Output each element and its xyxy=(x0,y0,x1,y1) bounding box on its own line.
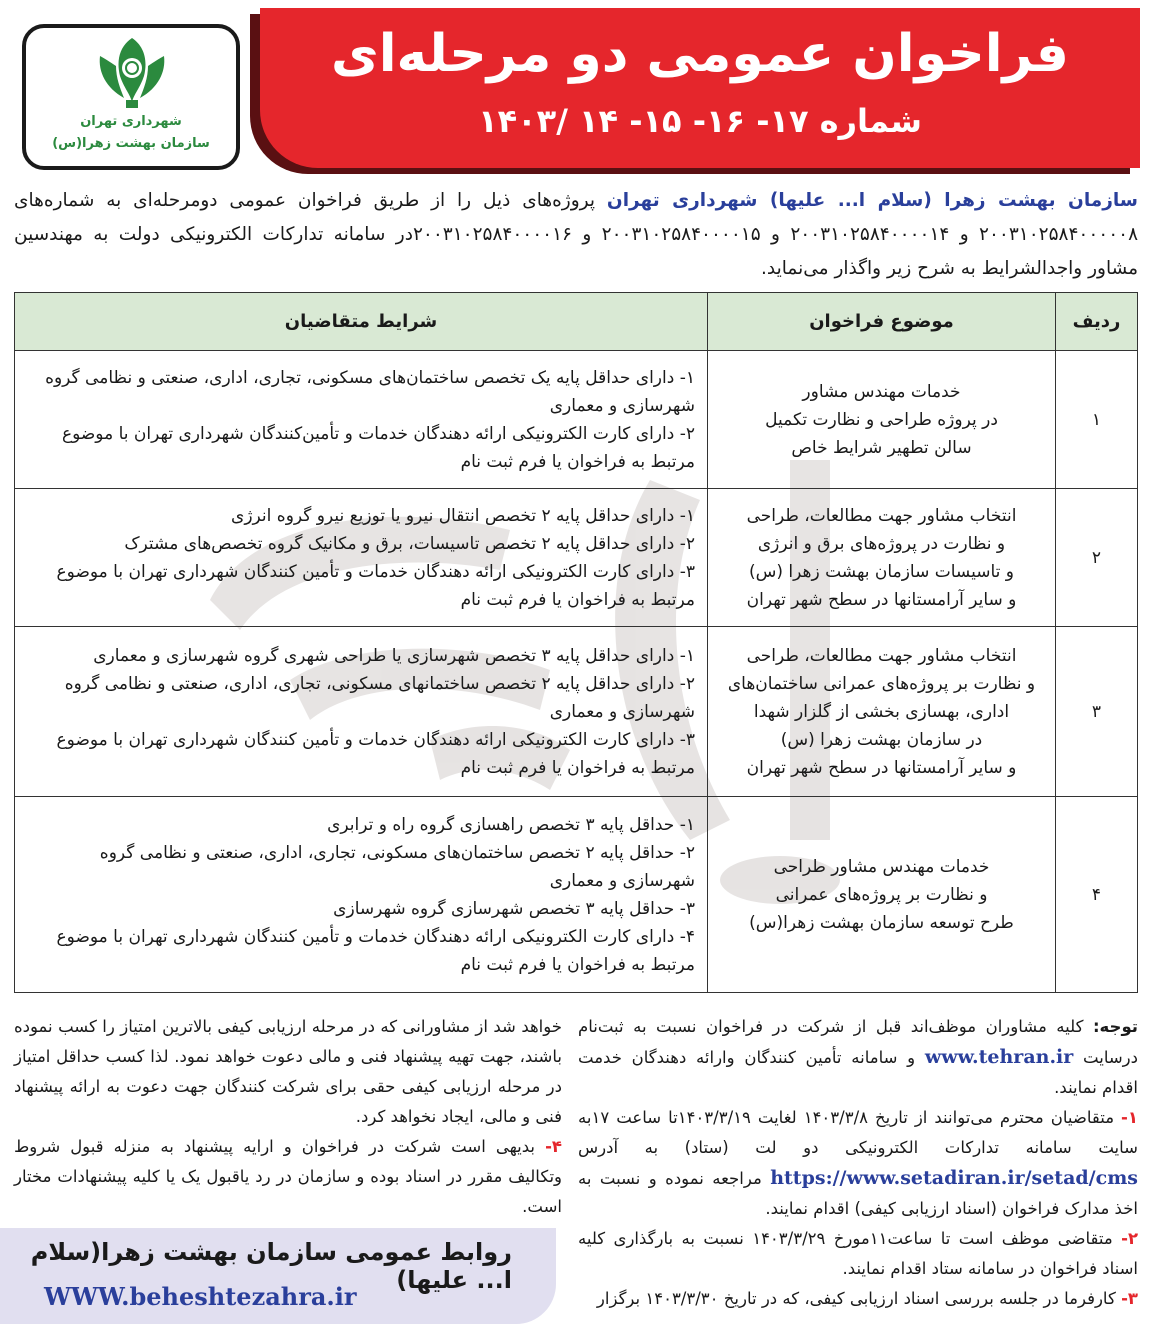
note-text: متقاضی موظف است تا ساعت۱۱مورخ ۱۴۰۳/۳/۲۹ نسبت به بارگذاری کلیه اسناد فراخوان در سامانه ستاد اقدام نمایند. xyxy=(578,1229,1138,1278)
header-conditions: شرایط متقاضیان xyxy=(15,293,708,351)
setad-site-link[interactable]: https://www.setadiran.ir/setad/cms xyxy=(770,1167,1138,1189)
intro-paragraph xyxy=(14,184,1138,286)
logo-text-organization: سازمان بهشت زهرا(س) xyxy=(52,136,210,151)
condition-item: ۲- دارای حداقل پایه ۲ تخصص تاسیسات، برق و مکانیک گروه تخصص‌های مشترک xyxy=(124,533,695,554)
header xyxy=(12,8,1140,174)
title-banner xyxy=(260,8,1140,168)
header-subject: موضوع فراخوان xyxy=(708,293,1056,351)
table-row xyxy=(15,627,1138,797)
condition-item: ۱- دارای حداقل پایه یک تخصص ساختمان‌های مسکونی، تجاری، اداری، صنعتی و نظامی گروه شهرسازی و معماری xyxy=(45,367,695,416)
subject-line: سالن تطهیر شرایط خاص xyxy=(791,437,972,458)
table-row xyxy=(15,489,1138,627)
logo xyxy=(22,24,240,170)
subject-line: و نظارت بر پروژه‌های عمرانی xyxy=(775,884,988,905)
row-number: ۱ xyxy=(1056,351,1138,489)
row-subject xyxy=(708,627,1056,797)
note-item-4 xyxy=(14,1132,562,1222)
row-number: ۲ xyxy=(1056,489,1138,627)
note-intro-text-2: و سامانه تأمین کنندگان وارائه دهندگان خدمت اقدام نمایند. xyxy=(578,1048,1138,1097)
table-row xyxy=(15,351,1138,489)
subject-line: و سایر آرامستانها در سطح شهر تهران xyxy=(746,589,1017,610)
condition-item: ۲- حداقل پایه ۲ تخصص ساختمان‌های مسکونی، تجاری، اداری، صنعتی و نظامی گروه شهرسازی و معماری xyxy=(99,842,695,891)
condition-item: ۳- دارای کارت الکترونیکی ارائه دهندگان خدمات و تأمین کنندگان شهرداری تهران با موضوع مرتبط به فراخوان یا فرم ثبت نام xyxy=(56,561,695,610)
row-number: ۳ xyxy=(1056,627,1138,797)
note-number: ۴- xyxy=(545,1137,562,1156)
subject-line: و نظارت بر پروژه‌های عمرانی ساختمان‌های xyxy=(727,673,1036,694)
subject-line: انتخاب مشاور جهت مطالعات، طراحی xyxy=(746,645,1017,666)
note-text: متقاضیان محترم می‌توانند از تاریخ ۱۴۰۳/۳/۸ لغایت ۱۴۰۳/۳/۱۹تا ساعت ۱۷به سایت سامانه تدارکات الکترونیکی دو لت (ستاد) به آدرس xyxy=(578,1108,1138,1157)
call-number: شماره ۱۷- ۱۶- ۱۵- ۱۴ /۱۴۰۳ xyxy=(478,102,922,140)
note-text: کارفرما در جلسه بررسی اسناد ارزیابی کیفی، که در تاریخ ۱۴۰۳/۳/۳۰ برگزار xyxy=(596,1289,1122,1308)
subject-line: خدمات مهندس مشاور xyxy=(802,381,961,402)
condition-item: ۲- دارای کارت الکترونیکی ارائه دهندگان خدمات و تأمین‌کنندگان شهرداری تهران با موضوع مرتبط به فراخوان یا فرم ثبت نام xyxy=(61,423,695,472)
intro-text: پروژه‌های ذیل را از طریق فراخوان عمومی دومرحله‌ای به شماره‌های ۲۰۰۳۱۰۲۵۸۴۰۰۰۰۰۸ و ۲۰۰۳۱۰۲۵۸۴۰۰۰۰۱۴ و ۲۰۰۳۱۰۲۵۸۴۰۰۰۰۱۵ و ۲۰۰۳۱۰۲۵۸۴۰۰۰۰۱۶در سامانه تدارکات الکترونیکی دولت به مهندسین مشاور واجدالشرایط به شرح زیر واگذار می‌نماید. xyxy=(14,190,1138,279)
note-continuation: خواهد شد از مشاورانی که در مرحله ارزیابی کیفی بالاترین امتیاز را کسب نموده باشند، جهت تهیه پیشنهاد فنی و مالی دعوت خواهد نمود. لذا کسب حداقل امتیاز در مرحله ارزیابی کیفی حقی برای شرکت کنندگان جهت دعوت به ارائه پیشنهاد فنی و مالی، ایجاد نخواهد کرد. xyxy=(14,1017,562,1126)
page-title: فراخوان عمومی دو مرحله‌ای xyxy=(331,24,1069,84)
header-row-number: ردیف xyxy=(1056,293,1138,351)
row-conditions xyxy=(15,351,708,489)
beheshtezahra-site-link[interactable]: WWW.beheshtezahra.ir xyxy=(44,1282,357,1311)
note-intro xyxy=(578,1012,1138,1103)
row-conditions xyxy=(15,797,708,993)
subject-line: در پروژه طراحی و نظارت تکمیل xyxy=(765,409,998,430)
note-text: مراجعه نموده و نسبت به اخذ مدارک فراخوان (اسناد ارزیابی کیفی) اقدام نمایند. xyxy=(578,1169,1138,1218)
row-subject xyxy=(708,489,1056,627)
table-row xyxy=(15,797,1138,993)
row-conditions xyxy=(15,489,708,627)
note-number: ۱- xyxy=(1121,1108,1138,1127)
row-subject xyxy=(708,797,1056,993)
note-number: ۲- xyxy=(1121,1229,1139,1248)
condition-item: ۴- دارای کارت الکترونیکی ارائه دهندگان خدمات و تأمین کنندگان شهرداری تهران با موضوع مرتبط به فراخوان یا فرم ثبت نام xyxy=(56,926,695,975)
logo-text-municipality: شهرداری تهران xyxy=(80,114,182,129)
subject-line: طرح توسعه سازمان بهشت زهرا(س) xyxy=(749,912,1014,933)
row-subject xyxy=(708,351,1056,489)
condition-item: ۲- دارای حداقل پایه ۲ تخصص ساختمانهای مسکونی، تجاری، اداری، صنعتی و نظامی گروه شهرسازی و معماری xyxy=(64,673,695,722)
note-intro-text: کلیه مشاوران موظف‌اند قبل از شرکت در فراخوان نسبت به ثبت‌نام درسایت xyxy=(578,1017,1138,1067)
note-number: ۳- xyxy=(1121,1289,1138,1308)
subject-line: انتخاب مشاور جهت مطالعات، طراحی xyxy=(746,505,1017,526)
note-item-1 xyxy=(578,1103,1138,1224)
condition-item: ۳- حداقل پایه ۳ تخصص شهرسازی گروه شهرسازی xyxy=(333,898,695,919)
subject-line: خدمات مهندس مشاور طراحی xyxy=(773,856,990,877)
note-text: بدیهی است شرکت در فراخوان و ارایه پیشنهاد به منزله قبول شروط وتکالیف مقرر در اسناد بوده و سازمان در رد یاقبول یک یا کلیه پیشنهادات مختار است. xyxy=(14,1137,562,1216)
notes-column-left xyxy=(14,1012,562,1222)
note-label: توجه: xyxy=(1092,1017,1138,1036)
subject-line: و تاسیسات سازمان بهشت زهرا (س) xyxy=(749,561,1014,582)
subject-line: در سازمان بهشت زهرا (س) xyxy=(780,729,983,750)
row-number: ۴ xyxy=(1056,797,1138,993)
public-relations-title: روابط عمومی سازمان بهشت زهرا(سلام ا... علیها) xyxy=(30,1238,512,1294)
tulip-logo-icon xyxy=(90,32,174,112)
public-relations-box xyxy=(0,1228,556,1324)
note-item-3 xyxy=(578,1284,1138,1314)
tehran-site-link[interactable]: www.tehran.ir xyxy=(924,1046,1074,1068)
organization-name: سازمان بهشت زهرا (سلام ا... علیها) شهرداری تهران xyxy=(606,190,1139,211)
condition-item: ۱- دارای حداقل پایه ۲ تخصص انتقال نیرو یا توزیع نیرو گروه انرژی xyxy=(231,505,695,526)
subject-line: و سایر آرامستانها در سطح شهر تهران xyxy=(746,757,1017,778)
condition-item: ۳- دارای کارت الکترونیکی ارائه دهندگان خدمات و تأمین کنندگان شهرداری تهران با موضوع مرتبط به فراخوان یا فرم ثبت نام xyxy=(56,729,695,778)
condition-item: ۱- حداقل پایه ۳ تخصص راهسازی گروه راه و ترابری xyxy=(327,814,695,835)
table-header-row xyxy=(15,293,1138,351)
notes-column-right xyxy=(578,1012,1138,1314)
row-conditions xyxy=(15,627,708,797)
projects-table xyxy=(14,292,1138,993)
subject-line: اداری، بهسازی بخشی از گلزار شهدا xyxy=(753,701,1010,722)
condition-item: ۱- دارای حداقل پایه ۳ تخصص شهرسازی یا طراحی شهری گروه شهرسازی و معماری xyxy=(93,645,695,666)
subject-line: و نظارت در پروژه‌های برق و انرژی xyxy=(757,533,1006,554)
note-item-2 xyxy=(578,1224,1138,1284)
